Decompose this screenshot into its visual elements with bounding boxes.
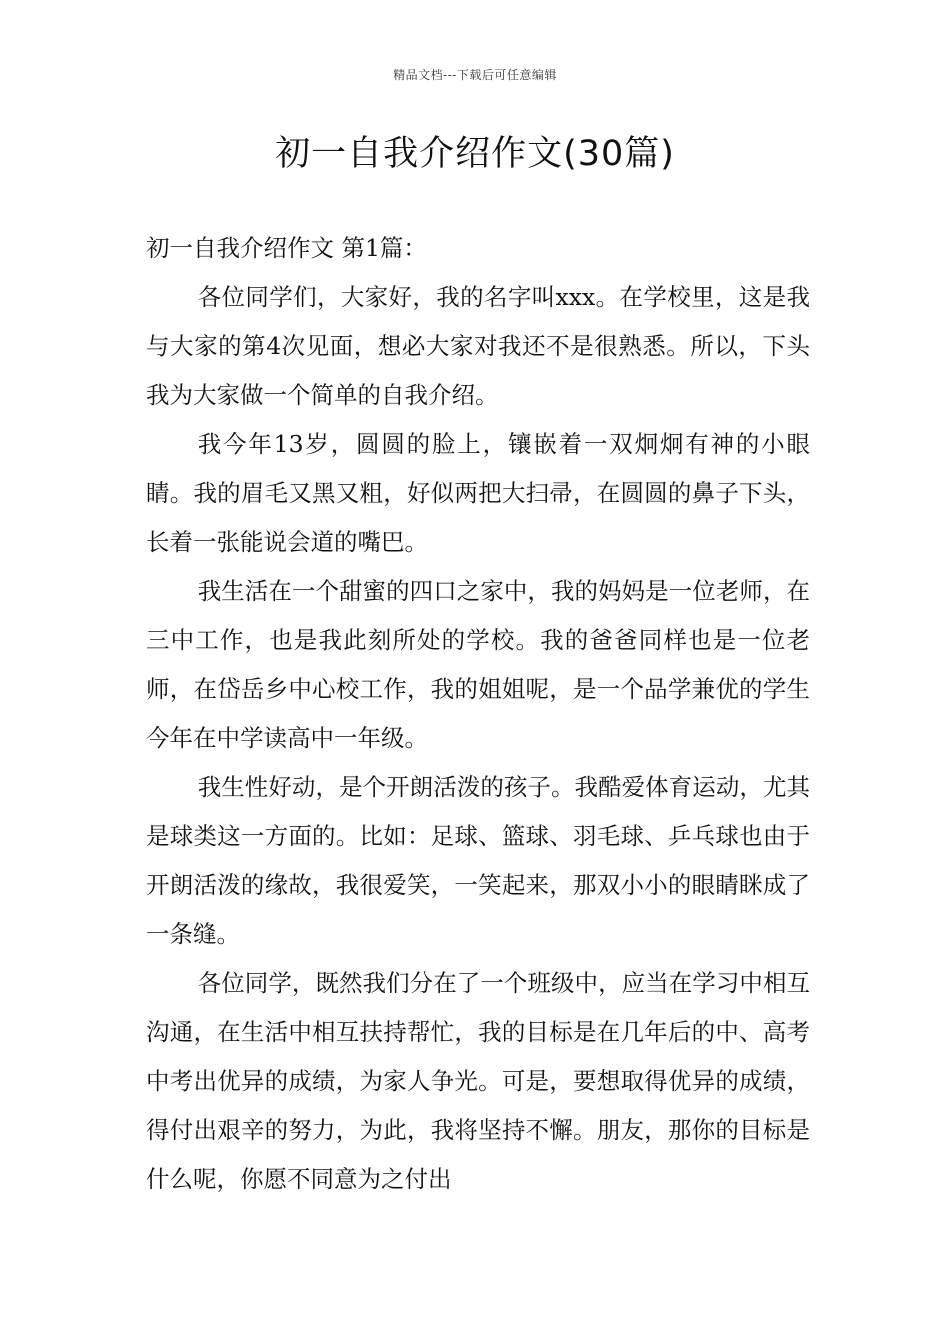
paragraph-1: 各位同学们，大家好，我的名字叫xxx。在学校里，这是我与大家的第4次见面，想必大家对我还不是很熟悉。所以，下头我为大家做一个简单的自我介绍。: [146, 283, 810, 409]
section-heading: 初一自我介绍作文 第1篇：: [146, 234, 427, 262]
document-title: 初一自我介绍作文(30篇): [275, 134, 675, 174]
paragraph-4: 我生性好动，是个开朗活泼的孩子。我酷爱体育运动，尤其是球类这一方面的。比如：足球、篮球、羽毛球、乒乓球也由于开朗活泼的缘故，我很爱笑，一笑起来，那双小小的眼睛眯成了一条缝。: [146, 773, 810, 948]
paragraph-2: 我今年13岁，圆圆的脸上，镶嵌着一双炯炯有神的小眼睛。我的眉毛又黑又粗，好似两把大扫帚，在圆圆的鼻子下头，长着一张能说会道的嘴巴。: [146, 430, 810, 556]
paragraph-5: 各位同学，既然我们分在了一个班级中，应当在学习中相互沟通，在生活中相互扶持帮忙，我的目标是在几年后的中、高考中考出优异的成绩，为家人争光。可是，要想取得优异的成绩，得付出艰辛的努力，为此，我将坚持不懈。朋友，那你的目标是什么呢，你愿不同意为之付出: [146, 969, 810, 1193]
document-body: [146, 224, 810, 1204]
header-note: 精品文档---下载后可任意编辑: [393, 68, 557, 82]
paragraph-3: 我生活在一个甜蜜的四口之家中，我的妈妈是一位老师，在三中工作，也是我此刻所处的学校。我的爸爸同样也是一位老师，在岱岳乡中心校工作，我的姐姐呢，是一个品学兼优的学生今年在中学读高中一年级。: [146, 577, 810, 752]
